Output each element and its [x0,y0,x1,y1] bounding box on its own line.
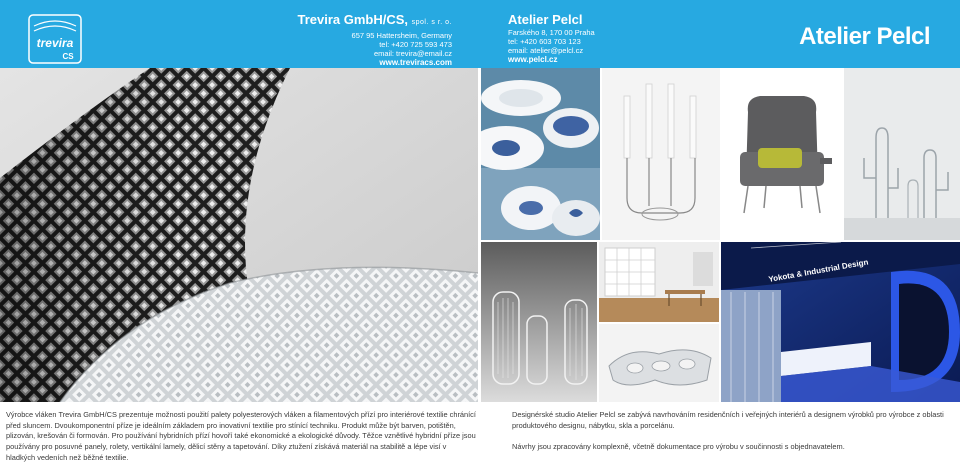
atelier-contact [508,12,708,65]
sculpture-photo [599,324,719,402]
trevira-web[interactable]: www.treviracs.com [379,58,452,67]
atelier-name: Atelier Pelcl [508,12,583,27]
trevira-suffix: spol. s r. o. [411,19,452,26]
atelier-description [512,410,952,453]
trevira-description: Výrobce vláken Trevira GmbH/CS prezentuje možnosti použití palety polyesterových vláken a filamentových přízí pro interiérové textilie chránící před sluncem. Dvoukomponentní příze je ideálním základem pro inovativní textilie pro stínící techniku. Produkt může být barven, potištěn, plizován, krešován či formován. Pro používání hybridních přízí hovoří také ekonomické a ekologické důvody. Těžce vznětlivé hybridní příze jsou používány pro posuvné panely, rolety, vertikální lamely, dělicí stěny a tapetování. Díky ztužení získává materiál na stabilitě a lépe visí v hladkých vedeních než běžné textilie. [6,410,476,462]
atelier-brand: Atelier Pelcl [799,23,930,50]
atelier-description-2: Návrhy jsou zpracovány komplexně, včetně dokumentace pro výrobu v součinnosti s objednavatelem. [512,441,845,451]
logo-badge: CS [62,52,74,61]
gallery-interior-photo [721,242,960,402]
atelier-email[interactable]: email: atelier@pelcl.cz [508,46,584,55]
trevira-address: 657 95 Hattersheim, Germany [351,31,452,40]
hero-textile-photo [0,68,478,402]
glass-cactus-photo [844,68,960,240]
porcelain-photo [481,68,600,240]
candelabra-photo [602,68,720,240]
trevira-name: Trevira GmbH/CS, [297,12,409,27]
interior-photo [599,242,719,322]
atelier-address: Farského 8, 170 00 Praha [508,28,595,37]
trevira-logo [28,14,82,64]
logo-word: trevira [36,36,74,50]
glass-vases-photo [481,242,597,402]
header-bar [0,0,960,68]
atelier-description-1: Designérské studio Atelier Pelcl se zabývá navrhováním residenčních i veřejných interiérů a designem výrobků pro výrobce z oblasti produktového designu, nábytku, skla a porcelánu. [512,410,944,430]
gallery-sign: Yokota & Industrial Design [767,257,870,284]
armchair-photo [722,68,842,240]
atelier-tel: tel: +420 603 703 123 [508,37,581,46]
trevira-tel: tel: +420 725 593 473 [379,40,452,49]
atelier-web[interactable]: www.pelcl.cz [508,55,558,64]
trevira-contact [252,12,452,68]
trevira-email[interactable]: email: trevira@email.cz [373,49,452,58]
